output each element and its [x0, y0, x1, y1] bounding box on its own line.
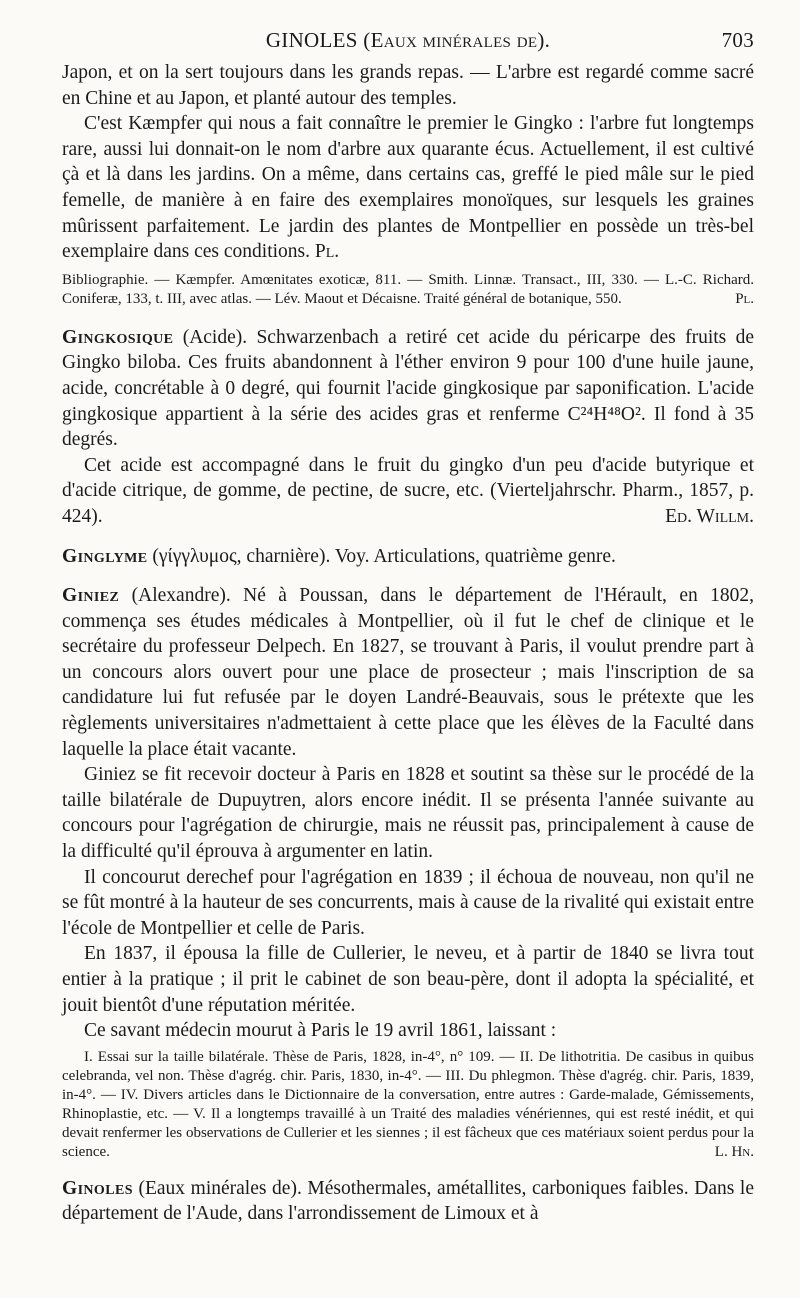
giniez-entry: [62, 583, 754, 762]
gingkosique-paragraph-2: [62, 453, 754, 530]
giniez-paragraph-5: Ce savant médecin mourut à Paris le 19 avril 1861, laissant :: [84, 1020, 557, 1042]
giniez-works-text: I. Essai sur la taille bilatérale. Thèse de Paris, 1828, in-4°, n° 109. — II. De lithotritia. De casibus in quibus celebranda, vel non. Thèse d'agrég. chir. Paris, 1830, in-4°. — III. Du phlegmon. Thèse d'agrég. chir. Paris, 1839, in-4°. — IV. Divers articles dans le Dictionnaire de la conversation, entre autres : Garde-malade, Gémissements, Rhinoplastie, etc. — V. Il a longtemps travaillé à un Traité des maladies vénériennes, qui est resté inédit, et qui devait renfermer les observations de Cullerier et les siennes ; il est fâcheux que ces matériaux soient perdus pour la science.: [62, 1048, 754, 1160]
gingkosique-signature: Ed. Willm.: [665, 505, 754, 527]
giniez-paragraph-4: En 1837, il épousa la fille de Cullerier, le neveu, et à partir de 1840 se livra tout entier à la pratique ; il prit le cabinet de son beau-père, dont il adopta la spécialité, et jouit bientôt d'une réputation méritée.: [62, 943, 754, 1016]
page-number: 703: [721, 28, 754, 52]
ginoles-text: (Eaux minérales de). Mésothermales, amétallites, carboniques faibles. Dans le département de l'Aude, dans l'arrondissement de Limoux et à: [62, 1177, 754, 1225]
gingkosique-headword: Gingkosique: [62, 326, 174, 348]
gingkosique-text: (Acide). Schwarzenbach a retiré cet acide du péricarpe des fruits de Gingko biloba. Ces fruits abandonnent à l'éther environ 9 pour 100 d'une huile jaune, acide, concrétable à 0 degré, qui fournit l'acide gingkosique par saponification. L'acide gingkosique appartient à la série des acides gras et renferme C²⁴H⁴⁸O². Il fond à 35 degrés.: [62, 326, 754, 451]
ginglyme-text: (γίγγλυμος, charnière). Voy. Articulations, quatrième genre.: [147, 545, 616, 567]
gingko-bibliography: [62, 271, 754, 309]
gingkosique-paragraph-2-text: Cet acide est accompagné dans le fruit du gingko d'un peu d'acide butyrique et d'acide citrique, de gomme, de pectine, de sucre, etc. (Vierteljahrschr. Pharm., 1857, p. 424).: [62, 454, 754, 527]
gingkosique-entry: [62, 325, 754, 453]
gingko-paragraph-2-text: C'est Kæmpfer qui nous a fait connaître le premier le Gingko : l'arbre fut longtemps rare, aussi lui donnait-on le nom d'arbre aux quarante écus. Actuellement, il est cultivé çà et là dans les jardins. On a même, dans certains cas, greffé le pied mâle sur le pied femelle, de manière à en faire des exemplaires monoïques, sur lesquels les graines mûrissent parfaitement. Le jardin des plantes de Montpellier en possède un très-bel exemplaire dans ces conditions.: [62, 113, 754, 263]
gingko-bibliography-signature: Pl.: [735, 290, 754, 307]
ginglyme-headword: Ginglyme: [62, 545, 148, 567]
giniez-headword: Giniez: [62, 585, 120, 607]
ginoles-entry: [62, 1176, 754, 1227]
gingko-paragraph-1: Japon, et on la sert toujours dans les grands repas. — L'arbre est regardé comme sacré en Chine et au Japon, et planté autour des temples.: [62, 62, 754, 109]
giniez-text: (Alexandre). Né à Poussan, dans le département de l'Hérault, en 1802, commença ses études médicales à Montpellier, où il fut le chef de clinique et le secrétaire du professeur Delpech. En 1827, se trouvant à Paris, il voulut prendre part à un concours alors ouvert pour une place de prosecteur ; mais l'inscription de sa candidature lui fut refusée par le doyen Landré-Beauvais, sous le prétexte que les règlements universitaires n'admettaient à cette place que les élèves de la Faculté dans laquelle la place était vacante.: [62, 585, 754, 760]
ginoles-headword: Ginoles: [62, 1177, 133, 1199]
page-body: [62, 60, 754, 1227]
ginglyme-entry: [62, 544, 754, 570]
giniez-works: [62, 1048, 754, 1162]
gingko-signature: Pl.: [314, 241, 340, 263]
giniez-paragraph-3: Il concourut derechef pour l'agrégation en 1839 ; il échoua de nouveau, non qu'il ne se fût montré à la hauteur de ses concurrents, mais à cause de la rivalité qui existait entre l'école de Montpellier et celle de Paris.: [62, 866, 754, 939]
gingko-paragraph-2: [62, 111, 754, 265]
page-header: [62, 28, 754, 54]
running-head: GINOLES (Eaux minérales de).: [265, 28, 551, 52]
giniez-paragraph-2: Giniez se fit recevoir docteur à Paris en 1828 et soutint sa thèse sur le procédé de la taille bilatérale de Dupuytren, alors encore inédit. Il se présenta l'année suivante au concours pour l'agrégation de chirurgie, mais ne réussit pas, principalement à cause de la difficulté qu'il éprouva à argumenter en latin.: [62, 764, 754, 863]
giniez-signature: L. Hn.: [714, 1143, 754, 1160]
gingko-bibliography-text: Bibliographie. — Kæmpfer. Amœnitates exoticæ, 811. — Smith. Linnæ. Transact., III, 330. — L.-C. Richard. Coniferæ, 133, t. III, avec atlas. — Lév. Maout et Décaisne. Traité général de botanique, 550.: [62, 271, 754, 307]
